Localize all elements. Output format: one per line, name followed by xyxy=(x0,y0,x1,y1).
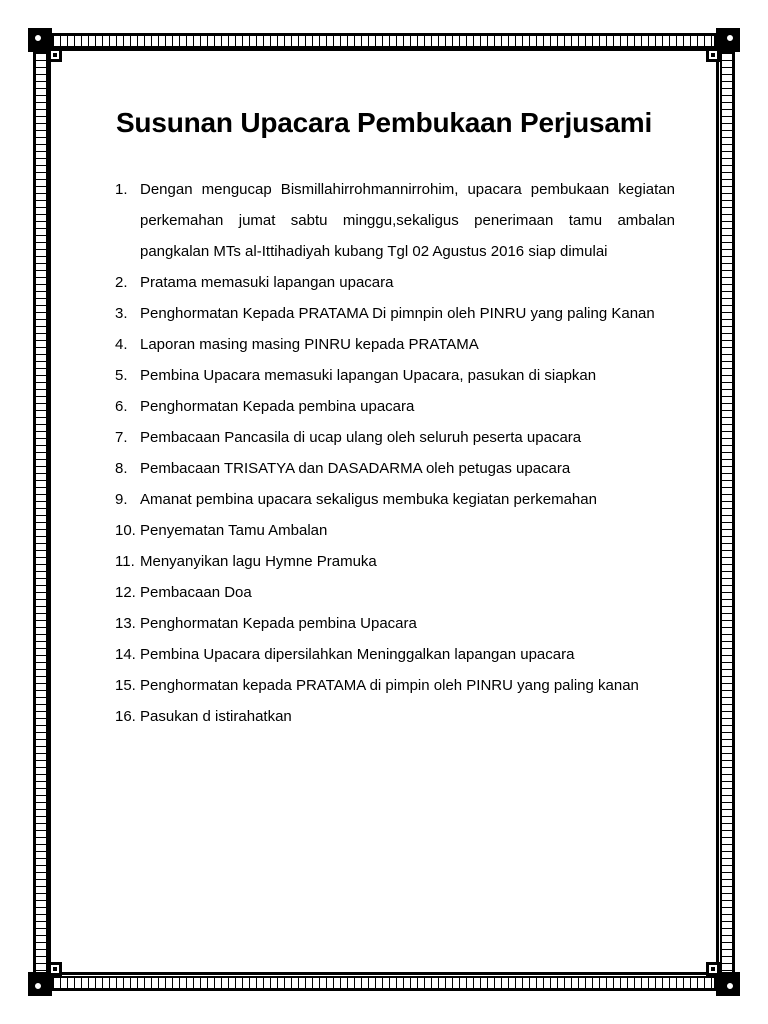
agenda-item xyxy=(100,608,675,639)
agenda-item-text: Pasukan d istirahatkan xyxy=(140,708,292,725)
agenda-item-text: Pembina Upacara memasuki lapangan Upacara, pasukan di siapkan xyxy=(140,367,597,384)
corner-ornament-bottom-right xyxy=(700,956,740,996)
agenda-item-text: Penyematan Tamu Ambalan xyxy=(140,522,328,539)
agenda-item-text: Penghormatan kepada PRATAMA di pimpin oleh PINRU yang paling kanan xyxy=(140,677,639,694)
agenda-item-text: Pembina Upacara dipersilahkan Meninggalkan lapangan upacara xyxy=(140,646,575,663)
agenda-item-number: 5. xyxy=(115,367,128,384)
agenda-item-text: Penghormatan Kepada pembina Upacara xyxy=(140,615,417,632)
corner-ornament-bottom-left xyxy=(28,956,68,996)
agenda-item xyxy=(100,174,675,267)
agenda-item xyxy=(100,298,675,329)
agenda-item xyxy=(100,360,675,391)
border-rail-right xyxy=(720,52,734,976)
agenda-item-text: Amanat pembina upacara sekaligus membuka kegiatan perkemahan xyxy=(140,491,597,508)
agenda-item-number: 15. xyxy=(115,677,136,694)
corner-ornament-top-left xyxy=(28,28,68,68)
agenda-item-number: 11. xyxy=(115,553,135,570)
agenda-item-number: 7. xyxy=(115,429,128,446)
border-inner-line-bottom xyxy=(52,972,716,975)
agenda-item-text: Penghormatan Kepada PRATAMA Di pimnpin oleh PINRU yang paling Kanan xyxy=(140,305,655,322)
agenda-item xyxy=(100,422,675,453)
agenda-item xyxy=(100,484,675,515)
agenda-item-number: 16. xyxy=(115,708,136,725)
agenda-item-number: 6. xyxy=(115,398,128,415)
border-inner-line-right xyxy=(716,52,719,972)
border-rail-left xyxy=(34,52,48,976)
agenda-item xyxy=(100,577,675,608)
agenda-item xyxy=(100,453,675,484)
agenda-item xyxy=(100,701,675,732)
agenda-item xyxy=(100,329,675,360)
agenda-item xyxy=(100,546,675,577)
border-inner-line-top xyxy=(52,48,716,51)
agenda-item-number: 9. xyxy=(115,491,128,508)
agenda-item-number: 12. xyxy=(115,584,136,601)
border-rail-bottom xyxy=(52,976,716,990)
agenda-item-number: 3. xyxy=(115,305,128,322)
agenda-item-number: 2. xyxy=(115,274,128,291)
agenda-item xyxy=(100,515,675,546)
agenda-item-text: Pembacaan Pancasila di ucap ulang oleh seluruh peserta upacara xyxy=(140,429,582,446)
agenda-item-text: Laporan masing masing PINRU kepada PRATAMA xyxy=(140,336,479,353)
agenda-item xyxy=(100,670,675,701)
agenda-item-number: 4. xyxy=(115,336,128,353)
border-inner-line-left xyxy=(48,52,51,972)
agenda-item-text: Pembacaan Doa xyxy=(140,584,252,601)
agenda-item-text: Dengan mengucap Bismillahirrohmannirrohim, upacara pembukaan kegiatan perkemahan jumat sabtu minggu,sekaligus penerimaan tamu ambalan pangkalan MTs al-Ittihadiyah kubang Tgl 02 Agustus 2016 siap dimulai xyxy=(140,181,675,260)
agenda-item-text: Penghormatan Kepada pembina upacara xyxy=(140,398,415,415)
agenda-item-text: Pratama memasuki lapangan upacara xyxy=(140,274,394,291)
agenda-item-number: 1. xyxy=(115,181,128,198)
corner-ornament-top-right xyxy=(700,28,740,68)
border-rail-top xyxy=(52,34,716,48)
document-title: Susunan Upacara Pembukaan Perjusami xyxy=(115,106,653,138)
agenda-item-number: 10. xyxy=(115,522,136,539)
agenda-item xyxy=(100,639,675,670)
agenda-item xyxy=(100,391,675,422)
agenda-item-number: 8. xyxy=(115,460,128,477)
agenda-item xyxy=(100,267,675,298)
agenda-item-number: 14. xyxy=(115,646,136,663)
agenda-item-number: 13. xyxy=(115,615,136,632)
agenda-list xyxy=(100,174,675,732)
agenda-item-text: Menyanyikan lagu Hymne Pramuka xyxy=(140,553,377,570)
agenda-item-text: Pembacaan TRISATYA dan DASADARMA oleh petugas upacara xyxy=(140,460,571,477)
